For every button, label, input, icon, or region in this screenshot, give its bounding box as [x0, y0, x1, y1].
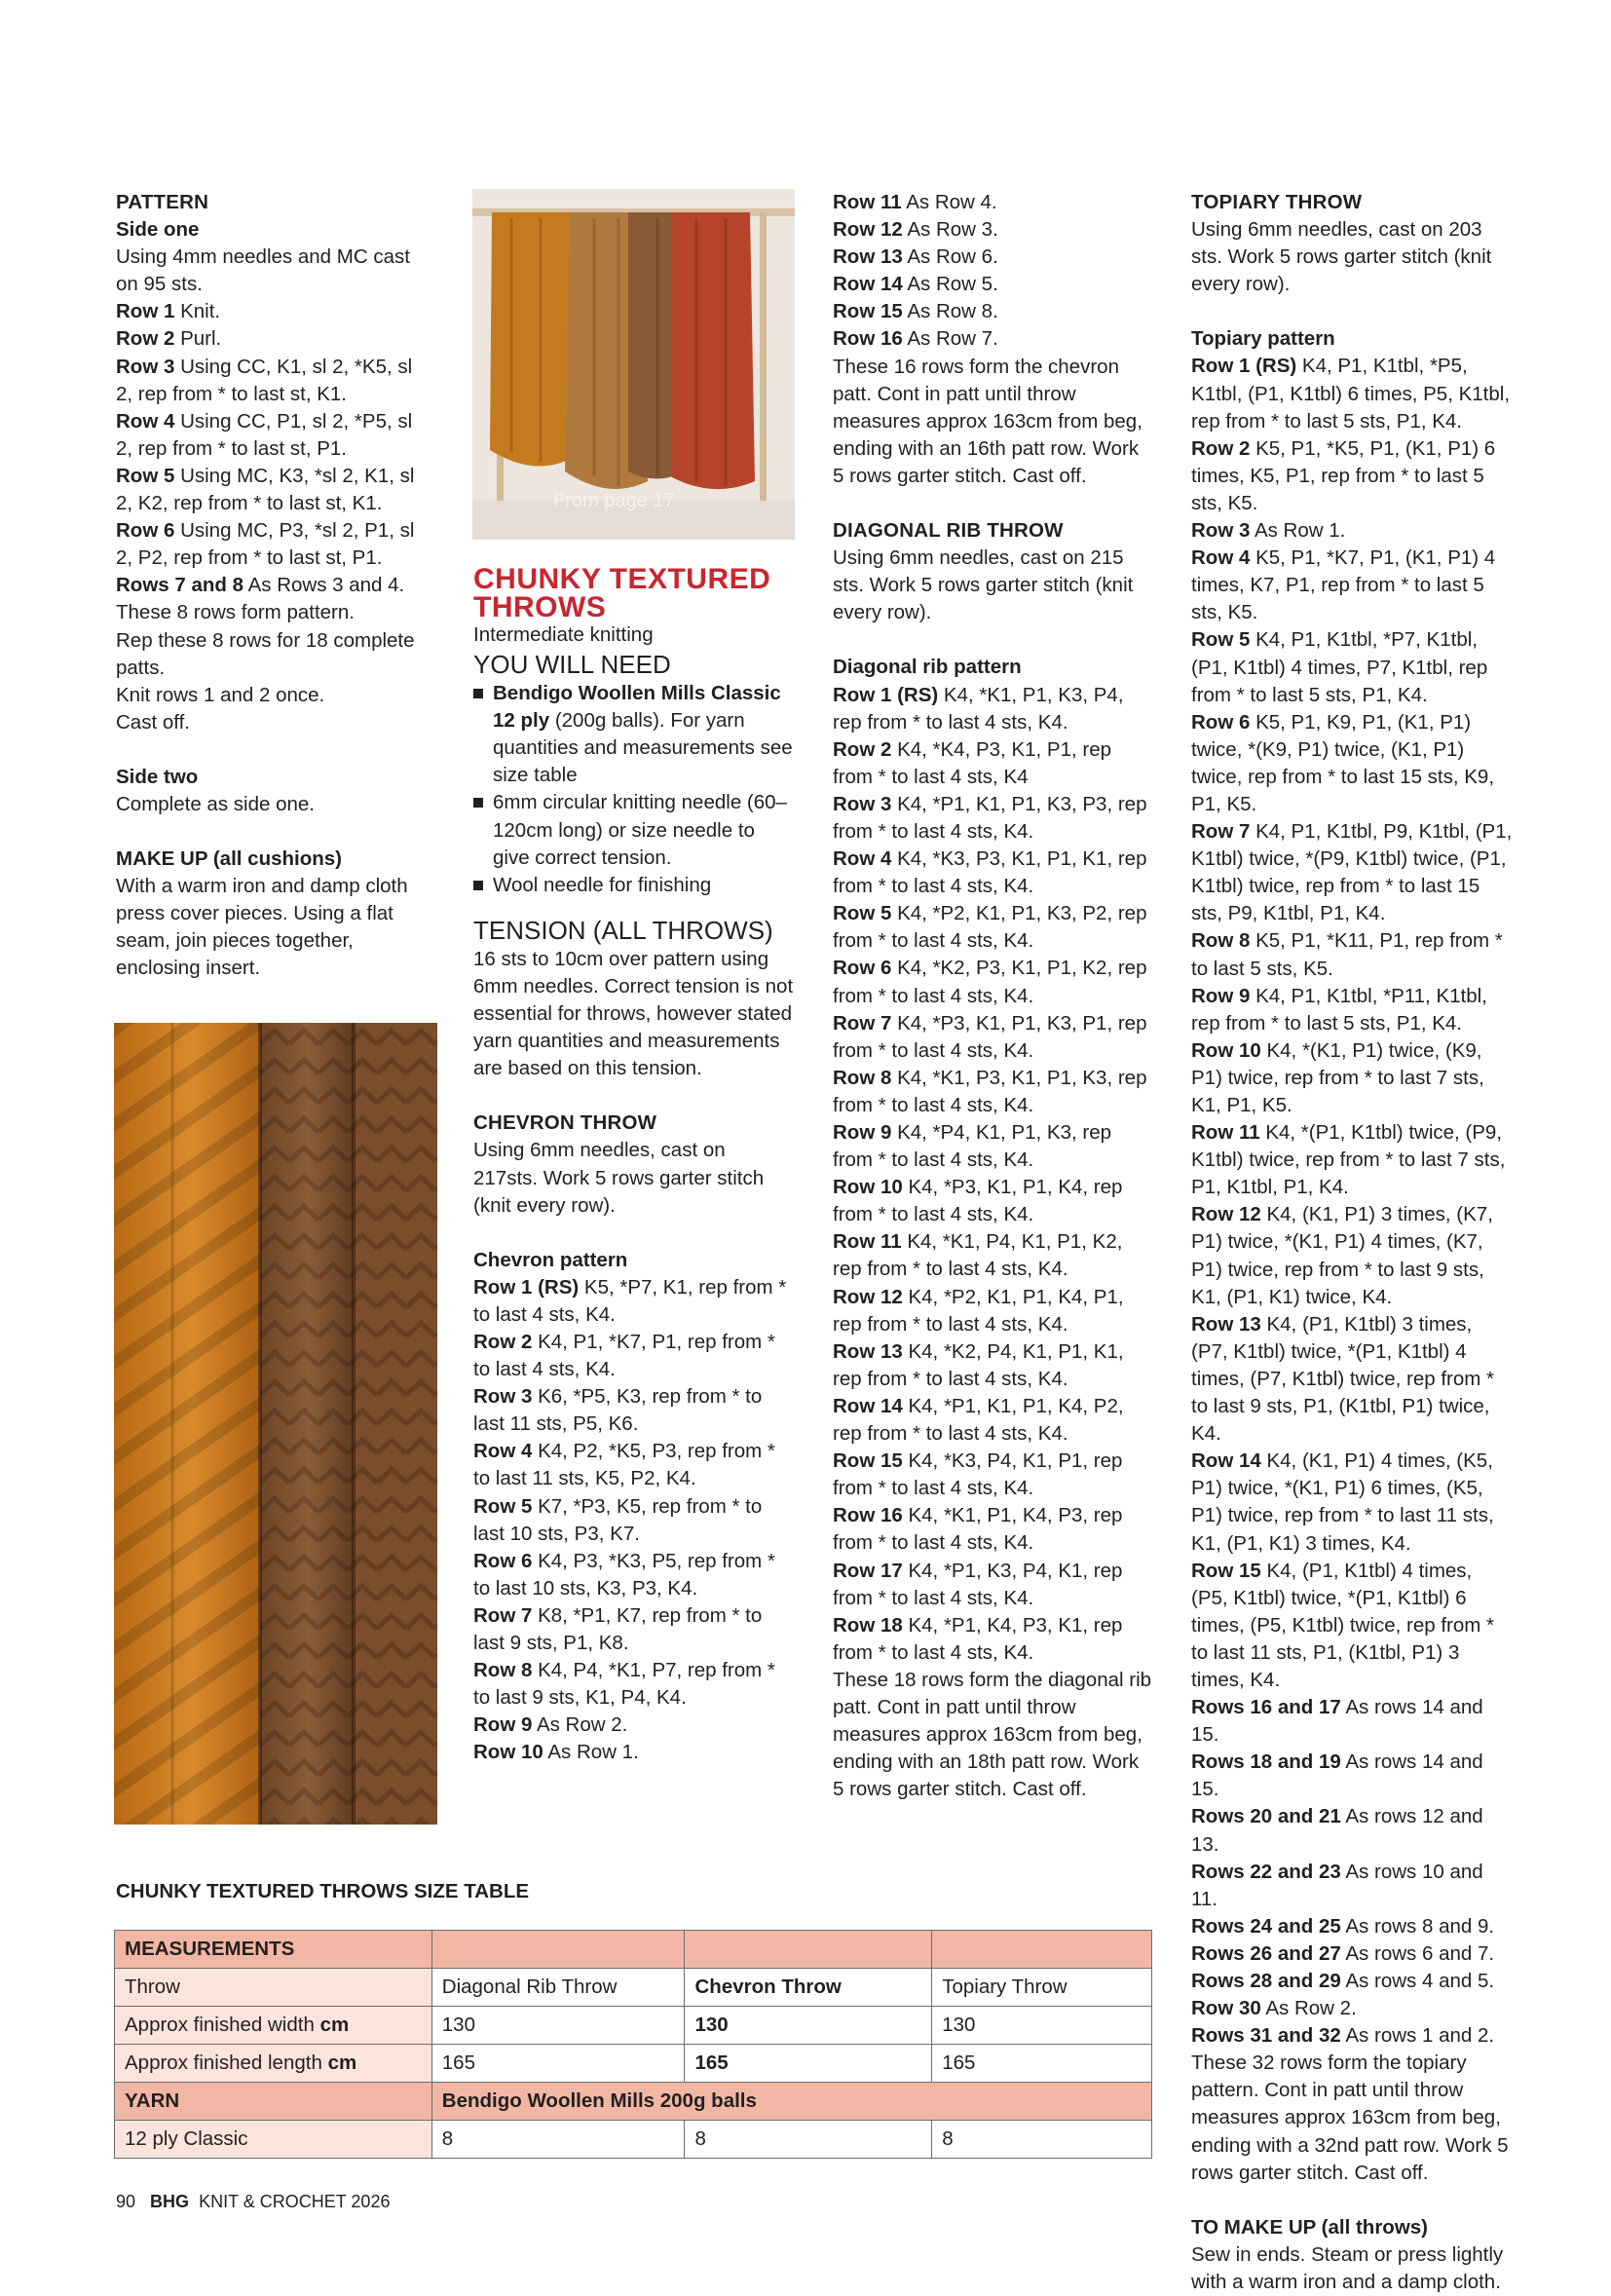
row-instruction: K4, P1, K1tbl, P9, K1tbl, (P1, K1tbl) twice, *(P9, K1tbl) twice, (P1, K1tbl) twice, rep from * to last 15 sts, P9, K1tbl, P1, K4. [1191, 820, 1513, 925]
page-footer [116, 2192, 390, 2212]
row-label: Row 2 [473, 1330, 533, 1353]
pattern-row [833, 1228, 1154, 1283]
row-instruction: As Row 5. [902, 273, 998, 296]
tension-heading: TENSION (ALL THROWS) [473, 915, 773, 945]
chevron-intro: Using 6mm needles, cast on 217sts. Work 5 rows garter stitch (knit every row). [473, 1139, 765, 1217]
pattern-row [1191, 545, 1513, 626]
row-label: Row 1 [116, 300, 175, 323]
pattern-row [116, 517, 428, 572]
row-label: Row 1 (RS) [473, 1275, 580, 1299]
row-instruction: K4, (P1, K1tbl) 3 times, (P7, K1tbl) twice, *(P1, K1tbl) 4 times, (P7, K1tbl) twice, rep from * to last 9 sts, P1, (K1tbl, P1) twice, K4. [1191, 1312, 1495, 1446]
row-instruction: K4, *P3, K1, P1, K4, rep from * to last 4 sts, K4. [833, 1176, 1123, 1226]
table-row [115, 2121, 1152, 2159]
row-label: Row 8 [473, 1659, 533, 1682]
knit-texture-illustration [114, 1023, 437, 1825]
need-item [473, 789, 795, 871]
closing-line: Cast off. [116, 710, 190, 734]
row-instruction: K4, *K1, P3, K1, P1, K3, rep from * to last 4 sts, K4. [833, 1066, 1147, 1116]
row-instruction: K4, P2, *K5, P3, rep from * to last 11 sts, K5, P2, K4. [473, 1440, 775, 1490]
length-label: Approx finished length [125, 2051, 322, 2074]
row-instruction: Knit. [174, 300, 221, 323]
row-label: Row 9 [1191, 984, 1251, 1007]
row-label: Rows 26 and 27 [1191, 1941, 1341, 1965]
width-label-cell [115, 2007, 432, 2045]
row-instruction: K4, *P4, K1, P1, K3, rep from * to last 4 sts, K4. [833, 1121, 1112, 1172]
closing-line: These 8 rows form pattern. [116, 601, 355, 624]
throw-name-cell: Topiary Throw [932, 1969, 1152, 2007]
value-cell: 8 [685, 2121, 932, 2159]
row-instruction: K4, *K1, P1, K4, P3, rep from * to last 4 sts, K4. [833, 1504, 1123, 1555]
topiary-closing: These 32 rows form the topiary pattern. Cont in patt until throw measures approx 163cm from beg, ending with a 32nd patt row. Work 5 rows garter stitch. Cast off. [1191, 2051, 1509, 2184]
row-label: Row 3 [116, 355, 175, 378]
row-label: Row 4 [833, 847, 892, 871]
yarn-heading-cell: YARN [115, 2083, 432, 2121]
column-cushion-pattern [116, 189, 428, 983]
need-item-text: Wool needle for finishing [493, 873, 712, 896]
topiary-heading: TOPIARY THROW [1191, 191, 1363, 213]
row-label: Row 9 [833, 1121, 892, 1144]
throw-label-cell: Throw [115, 1969, 432, 2007]
row-label: Row 14 [833, 273, 903, 296]
throws-illustration [472, 189, 795, 540]
page-number: 90 [116, 2192, 136, 2211]
unit-label: cm [327, 2051, 357, 2074]
row-instruction: As Row 2. [1260, 1997, 1357, 2020]
row-instruction: K4, *K4, P3, K1, P1, rep from * to last 4 sts, K4 [833, 737, 1112, 788]
value-cell: 165 [431, 2045, 685, 2083]
pattern-row [833, 216, 1154, 244]
topiary-intro: Using 6mm needles, cast on 203 sts. Work 5 rows garter stitch (knit every row). [1191, 218, 1492, 296]
pattern-row [473, 1274, 795, 1329]
closing-line: Knit rows 1 and 2 once. [116, 683, 325, 706]
pattern-row [833, 736, 1154, 791]
row-instruction: K4, *(K1, P1) twice, (K9, P1) twice, rep from * to last 7 sts, K1, P1, K5. [1191, 1038, 1484, 1116]
pattern-row [833, 900, 1154, 955]
row-label: Row 9 [473, 1713, 533, 1737]
size-table [114, 1930, 1152, 2159]
pattern-row [833, 1065, 1154, 1119]
pattern-row [473, 1493, 795, 1548]
row-instruction: K4, (K1, P1) 4 times, (K5, P1) twice, *(K1, P1) 6 times, (K5, P1) twice, rep from * to last 11 sts, K1, (P1, K1) 3 times, K4. [1191, 1449, 1494, 1555]
pattern-row [1191, 1913, 1513, 1940]
row-label: Row 17 [833, 1559, 903, 1582]
row-instruction: Using MC, P3, *sl 2, P1, sl 2, P2, rep from * to last st, P1. [116, 519, 415, 570]
bullet-square-icon [473, 881, 483, 890]
yarn-label-cell: 12 ply Classic [115, 2121, 432, 2159]
table-row [115, 2083, 1152, 2121]
pattern-row [833, 1448, 1154, 1502]
row-label: Row 18 [833, 1613, 903, 1637]
pattern-row [833, 1284, 1154, 1338]
tension-text: 16 sts to 10cm over pattern using 6mm needles. Correct tension is not essential for throws, however stated yarn quantities and measurements are based on this tension. [473, 947, 794, 1080]
pattern-row [1191, 1968, 1513, 1995]
row-label: Row 16 [833, 327, 903, 351]
diagonal-rows [833, 682, 1154, 1667]
row-label: Row 6 [473, 1549, 533, 1572]
throws-on-rack-photo [472, 189, 795, 540]
row-label: Row 6 [116, 519, 175, 543]
row-label: Row 16 [833, 1504, 903, 1527]
makeup-heading: MAKE UP (all cushions) [116, 847, 342, 871]
pattern-row [1191, 983, 1513, 1037]
pattern-row [473, 1383, 795, 1438]
row-instruction: K4, *K2, P4, K1, P1, K1, rep from * to last 4 sts, K4. [833, 1339, 1124, 1390]
pattern-row [473, 1329, 795, 1383]
row-instruction: K4, P1, K1tbl, *P5, K1tbl, (P1, K1tbl) 6 times, P5, K1tbl, rep from * to last 5 sts, P1, K4. [1191, 355, 1511, 433]
row-label: Row 12 [1191, 1203, 1261, 1226]
side-two-heading: Side two [116, 765, 199, 788]
pattern-row [116, 463, 428, 517]
row-instruction: K8, *P1, K7, rep from * to last 9 sts, P1, K8. [473, 1603, 763, 1654]
pattern-row [833, 1119, 1154, 1174]
topiary-pattern-heading: Topiary pattern [1191, 327, 1335, 351]
row-label: Rows 7 and 8 [116, 574, 244, 597]
skill-level: Intermediate knitting [473, 623, 654, 646]
need-item [473, 680, 795, 789]
row-instruction: As rows 14 and 15. [1191, 1696, 1483, 1747]
need-item [473, 872, 795, 899]
pattern-row [473, 1657, 795, 1712]
row-label: Row 3 [833, 792, 892, 815]
row-instruction: K5, P1, K9, P1, (K1, P1) twice, *(K9, P1) twice, (K1, P1) twice, rep from * to last 15 sts, K9, P1, K5. [1191, 710, 1495, 815]
pattern-row [833, 791, 1154, 846]
row-label: Rows 31 and 32 [1191, 2024, 1341, 2048]
row-label: Row 10 [833, 1176, 903, 1199]
chevron-pattern-heading: Chevron pattern [473, 1248, 628, 1271]
row-instruction: As rows 8 and 9. [1340, 1914, 1495, 1938]
row-label: Row 15 [833, 300, 903, 323]
table-row [115, 2007, 1152, 2045]
row-label: Row 11 [833, 191, 902, 213]
pattern-row [116, 408, 428, 463]
unit-label: cm [319, 2014, 350, 2036]
diagonal-heading: DIAGONAL RIB THROW [833, 519, 1064, 543]
throws-closeup-photo [114, 1023, 437, 1825]
column-throws-intro [473, 565, 795, 1766]
row-label: Row 14 [1191, 1449, 1261, 1473]
value-cell: 130 [685, 2007, 932, 2045]
pattern-row [1191, 1694, 1513, 1749]
pattern-heading: PATTERN [116, 191, 209, 213]
row-label: Row 7 [473, 1603, 533, 1627]
side-one-heading: Side one [116, 218, 200, 242]
row-instruction: Purl. [174, 327, 222, 351]
pattern-row [833, 325, 1154, 353]
row-label: Row 4 [473, 1440, 533, 1463]
pattern-row [1191, 517, 1513, 545]
width-label: Approx finished width [125, 2014, 315, 2036]
pattern-row [1191, 1803, 1513, 1858]
size-table-title: CHUNKY TEXTURED THROWS SIZE TABLE [116, 1880, 530, 1902]
row-instruction: K4, *P3, K1, P1, K3, P1, rep from * to last 4 sts, K4. [833, 1011, 1147, 1062]
row-instruction: As rows 12 and 13. [1191, 1805, 1483, 1856]
row-label: Row 13 [833, 245, 903, 269]
row-instruction: K4, P4, *K1, P7, rep from * to last 9 sts, K1, P4, K4. [473, 1659, 775, 1710]
value-cell: 8 [431, 2121, 685, 2159]
chevron-closing: These 16 rows form the chevron patt. Cont in patt until throw measures approx 163cm from beg, ending with an 16th patt row. Work 5 rows garter stitch. Cast off. [833, 355, 1143, 487]
you-will-need-heading: YOU WILL NEED [473, 650, 671, 680]
row-label: Row 2 [833, 737, 892, 761]
makeup-all-heading: TO MAKE UP (all throws) [1191, 2215, 1428, 2239]
row-instruction: K4, *P1, K1, P1, K3, P3, rep from * to last 4 sts, K4. [833, 792, 1147, 843]
row-label: Row 6 [1191, 710, 1251, 734]
row-instruction: As rows 6 and 7. [1340, 1941, 1495, 1965]
row-label: Row 4 [116, 409, 175, 433]
throw-name-cell: Chevron Throw [685, 1969, 932, 2007]
pattern-row [1191, 927, 1513, 982]
row-instruction: K5, P1, *K7, P1, (K1, P1) 4 times, K7, P1, rep from * to last 5 sts, K5. [1191, 546, 1496, 624]
row-label: Rows 24 and 25 [1191, 1914, 1341, 1938]
row-instruction: Using CC, P1, sl 2, *P5, sl 2, rep from * to last st, P1. [116, 409, 413, 460]
row-instruction: K4, P1, K1tbl, *P7, K1tbl, (P1, K1tbl) 4 times, P7, K1tbl, rep from * to last 5 sts, P1, K4. [1191, 628, 1488, 706]
row-instruction: As Row 7. [902, 327, 998, 351]
cushion-rows [116, 298, 428, 599]
row-label: Row 5 [116, 464, 175, 487]
row-instruction: As Row 4. [901, 191, 997, 213]
row-label: Row 11 [833, 1230, 902, 1254]
row-label: Row 2 [1191, 436, 1251, 460]
row-label: Row 10 [473, 1741, 543, 1764]
pattern-row [1191, 818, 1513, 927]
pattern-row [833, 271, 1154, 298]
chevron-rows [473, 1274, 795, 1767]
pattern-row [833, 955, 1154, 1009]
row-instruction: K4, *P2, K1, P1, K4, P1, rep from * to last 4 sts, K4. [833, 1285, 1124, 1336]
row-instruction: As Row 6. [902, 245, 998, 269]
pattern-row [833, 1338, 1154, 1393]
row-label: Row 5 [833, 902, 892, 925]
row-label: Row 7 [1191, 820, 1251, 844]
pattern-row [1191, 1201, 1513, 1310]
row-instruction: K4, *K1, P4, K1, P1, K2, rep from * to last 4 sts, K4. [833, 1230, 1123, 1281]
pattern-row [473, 1438, 795, 1492]
row-label: Row 12 [833, 1285, 903, 1308]
row-instruction: Using CC, K1, sl 2, *K5, sl 2, rep from * to last st, K1. [116, 355, 413, 405]
row-label: Row 3 [473, 1385, 533, 1409]
row-instruction: K4, *P2, K1, P1, K3, P2, rep from * to last 4 sts, K4. [833, 902, 1147, 953]
length-label-cell [115, 2045, 432, 2083]
need-item-text: (200g balls). For yarn quantities and measurements see size table [493, 709, 793, 787]
photo-caption: From page 17 [553, 490, 675, 511]
row-label: Row 5 [473, 1494, 533, 1518]
row-instruction: As rows 1 and 2. [1340, 2024, 1495, 2048]
row-label: Row 7 [833, 1011, 892, 1035]
pattern-row [1191, 1558, 1513, 1694]
brand-logo: BHG [150, 2192, 190, 2211]
row-instruction: K4, *(P1, K1tbl) twice, (P9, K1tbl) twice, rep from * to last 7 sts, P1, K1tbl, P1, K4. [1191, 1121, 1506, 1199]
row-label: Row 4 [1191, 546, 1251, 570]
row-instruction: As Row 1. [1250, 519, 1346, 543]
pattern-row [473, 1548, 795, 1602]
row-label: Row 3 [1191, 519, 1251, 543]
row-label: Row 12 [833, 218, 903, 242]
row-instruction: Using MC, K3, *sl 2, K1, sl 2, K2, rep from * to last st, K1. [116, 464, 415, 515]
magazine-name: KNIT & CROCHET 2026 [199, 2192, 391, 2211]
pattern-row [116, 325, 428, 353]
row-label: Row 13 [1191, 1312, 1261, 1336]
throw-name-cell: Diagonal Rib Throw [431, 1969, 685, 2007]
row-label: Rows 18 and 19 [1191, 1750, 1341, 1774]
row-instruction: K6, *P5, K3, rep from * to last 11 sts, P5, K6. [473, 1385, 763, 1436]
row-label: Row 10 [1191, 1038, 1261, 1062]
pattern-row [833, 1612, 1154, 1667]
pattern-row [833, 682, 1154, 736]
row-label: Row 2 [116, 327, 175, 351]
pattern-row [1191, 1311, 1513, 1448]
pattern-row [473, 1712, 795, 1739]
column-chevron-diagonal [833, 189, 1154, 1803]
pattern-row [116, 572, 428, 599]
pattern-row [1191, 353, 1513, 434]
bullet-square-icon [473, 689, 483, 698]
row-instruction: K4, (K1, P1) 3 times, (K7, P1) twice, *(K1, P1) 4 times, (K7, P1) twice, rep from * to last 9 sts, K1, (P1, K1) twice, K4. [1191, 1203, 1493, 1308]
column-topiary [1191, 189, 1513, 2296]
row-instruction: K4, P3, *K3, P5, rep from * to last 10 sts, K3, P3, K4. [473, 1549, 775, 1600]
row-label: Row 1 (RS) [833, 683, 939, 706]
pattern-row [1191, 1448, 1513, 1557]
pattern-row [116, 298, 428, 325]
pattern-row [1191, 1940, 1513, 1968]
makeup-text: With a warm iron and damp cloth press cover pieces. Using a flat seam, join pieces together, enclosing insert. [116, 875, 408, 980]
row-label: Row 6 [833, 957, 892, 980]
row-label: Row 5 [1191, 628, 1251, 652]
pattern-row [1191, 2022, 1513, 2050]
row-instruction: As Row 2. [532, 1713, 628, 1737]
measurements-heading-cell: MEASUREMENTS [115, 1931, 432, 1969]
row-instruction: K4, *K3, P3, K1, P1, K1, rep from * to last 4 sts, K4. [833, 847, 1147, 898]
pattern-row [833, 846, 1154, 900]
row-label: Rows 16 and 17 [1191, 1696, 1341, 1719]
row-instruction: K4, P1, *K7, P1, rep from * to last 4 sts, K4. [473, 1330, 775, 1381]
pattern-row [1191, 709, 1513, 818]
chevron-heading: CHEVRON THROW [473, 1111, 657, 1135]
pattern-row [833, 1558, 1154, 1612]
diagonal-pattern-heading: Diagonal rib pattern [833, 656, 1022, 679]
side-one-intro: Using 4mm needles and MC cast on 95 sts. [116, 245, 410, 296]
article-title: CHUNKY TEXTURED THROWS [473, 563, 771, 623]
row-instruction: As Row 8. [902, 300, 998, 323]
row-instruction: As Row 3. [902, 218, 998, 242]
pattern-row [1191, 1037, 1513, 1119]
row-instruction: K4, *K1, P1, K3, P4, rep from * to last 4 sts, K4. [833, 683, 1124, 734]
row-instruction: As Row 1. [543, 1741, 639, 1764]
pattern-row [1191, 435, 1513, 517]
pattern-row [833, 244, 1154, 271]
yarn-brand-cell: Bendigo Woollen Mills 200g balls [431, 2083, 1151, 2121]
value-cell: 165 [932, 2045, 1152, 2083]
row-label: Row 11 [1191, 1121, 1260, 1145]
diagonal-closing: These 18 rows form the diagonal rib patt. Cont in patt until throw measures approx 163cm from beg, ending with an 18th patt row. Work 5 rows garter stitch. Cast off. [833, 1668, 1152, 1801]
table-row [115, 1931, 1152, 1969]
row-instruction: K4, *P1, K4, P3, K1, rep from * to last 4 sts, K4. [833, 1613, 1123, 1664]
row-instruction: K4, (P1, K1tbl) 4 times, (P5, K1tbl) twice, *(P1, K1tbl) 6 times, (P5, K1tbl) twice, rep from * to last 11 sts, P1, (K1tbl, P1) 3 times, K4. [1191, 1559, 1495, 1691]
pattern-row [833, 1393, 1154, 1448]
value-cell: 8 [932, 2121, 1152, 2159]
pattern-row [1191, 626, 1513, 708]
row-label: Row 15 [833, 1449, 903, 1473]
value-cell: 130 [431, 2007, 685, 2045]
diagonal-intro: Using 6mm needles, cast on 215 sts. Work 5 rows garter stitch (knit every row). [833, 546, 1134, 624]
pattern-row [1191, 1749, 1513, 1803]
need-item-text: 6mm circular knitting needle (60–120cm long) or size needle to give correct tension. [493, 791, 787, 869]
row-label: Row 30 [1191, 1997, 1261, 2020]
pattern-row [1191, 1119, 1513, 1201]
pattern-row [1191, 1995, 1513, 2022]
pattern-row [833, 1502, 1154, 1557]
row-label: Row 14 [833, 1394, 903, 1417]
row-instruction: As rows 14 and 15. [1191, 1750, 1483, 1801]
row-instruction: K5, P1, *K11, P1, rep from * to last 5 sts, K5. [1191, 929, 1503, 980]
row-label: Rows 28 and 29 [1191, 1970, 1341, 1992]
bullet-square-icon [473, 798, 483, 808]
row-label: Rows 20 and 21 [1191, 1805, 1341, 1828]
row-instruction: As Rows 3 and 4. [244, 574, 405, 597]
row-instruction: K5, P1, *K5, P1, (K1, P1) 6 times, K5, P1, rep from * to last 5 sts, K5. [1191, 436, 1496, 514]
pattern-row [833, 1174, 1154, 1228]
closing-line: Rep these 8 rows for 18 complete patts. [116, 628, 415, 679]
row-label: Row 8 [833, 1066, 892, 1089]
row-instruction: As rows 4 and 5. [1340, 1970, 1495, 1992]
row-instruction: K4, *P1, K3, P4, K1, rep from * to last 4 sts, K4. [833, 1559, 1123, 1609]
pattern-row [1191, 1859, 1513, 1913]
chevron-rows-cont [833, 189, 1154, 354]
row-instruction: K4, *P1, K1, P1, K4, P2, rep from * to last 4 sts, K4. [833, 1394, 1124, 1446]
side-two-text: Complete as side one. [116, 792, 315, 815]
row-label: Row 15 [1191, 1559, 1261, 1582]
row-label: Rows 22 and 23 [1191, 1860, 1341, 1883]
pattern-row [116, 354, 428, 408]
table-row [115, 2045, 1152, 2083]
makeup-all-text: Sew in ends. Steam or press lightly with a warm iron and a damp cloth. [1191, 2242, 1504, 2293]
table-row [115, 1969, 1152, 2007]
pattern-row [833, 189, 1154, 216]
pattern-row [473, 1739, 795, 1766]
row-instruction: K4, P1, K1tbl, *P11, K1tbl, rep from * to last 5 sts, P1, K4. [1191, 984, 1487, 1035]
value-cell: 130 [932, 2007, 1152, 2045]
row-instruction: K7, *P3, K5, rep from * to last 10 sts, P3, K7. [473, 1494, 763, 1545]
row-instruction: K4, *K3, P4, K1, P1, rep from * to last 4 sts, K4. [833, 1449, 1123, 1500]
pattern-row [833, 298, 1154, 325]
row-instruction: K5, *P7, K1, rep from * to last 4 sts, K4. [473, 1275, 787, 1326]
pattern-row [473, 1602, 795, 1657]
pattern-row [833, 1010, 1154, 1065]
row-label: Row 1 (RS) [1191, 355, 1297, 378]
row-label: Row 8 [1191, 929, 1251, 953]
need-item-bold: Bendigo Woollen Mills Classic 12 ply [493, 682, 781, 733]
value-cell: 165 [685, 2045, 932, 2083]
row-instruction: As rows 10 and 11. [1191, 1860, 1483, 1910]
row-label: Row 13 [833, 1339, 903, 1363]
topiary-rows [1191, 353, 1513, 2050]
row-instruction: K4, *K2, P3, K1, P1, K2, rep from * to last 4 sts, K4. [833, 957, 1147, 1007]
